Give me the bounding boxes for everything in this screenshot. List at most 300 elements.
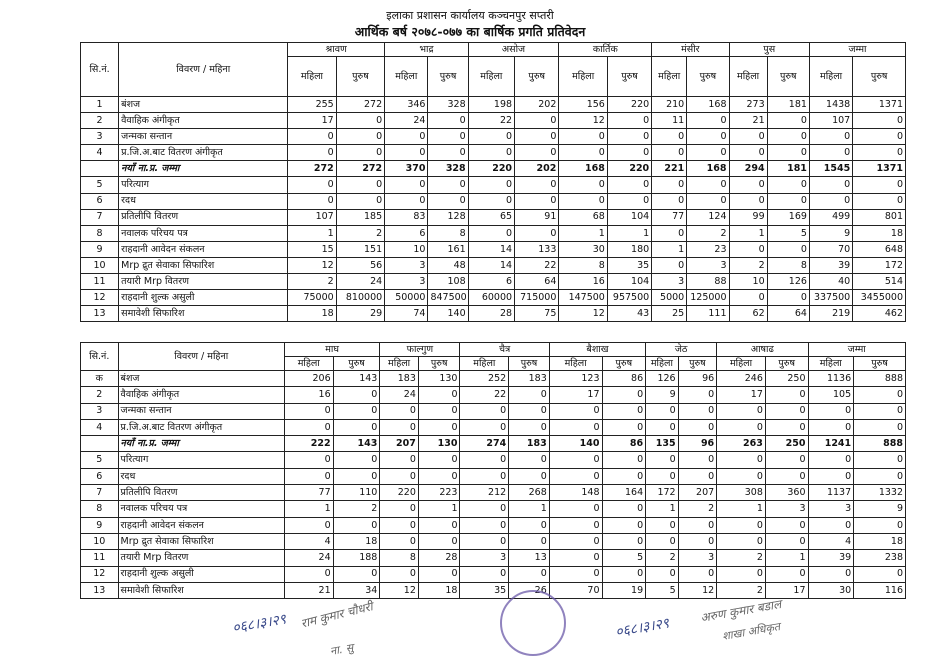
- value-cell: 238: [854, 550, 906, 566]
- row-number: 3: [81, 129, 119, 145]
- row-number: 8: [81, 501, 119, 517]
- value-cell: 0: [678, 387, 717, 403]
- value-cell: 21: [729, 113, 767, 129]
- table-row: [81, 566, 906, 582]
- value-cell: 124: [687, 209, 729, 225]
- row-description: रदध: [118, 468, 284, 484]
- value-cell: 206: [284, 371, 333, 387]
- row-number: 7: [81, 209, 119, 225]
- value-cell: 64: [767, 306, 809, 322]
- value-cell: 0: [602, 533, 646, 549]
- female-header: महिला: [729, 57, 767, 97]
- row-description: प्रतिलीपि वितरण: [118, 485, 284, 501]
- value-cell: 1545: [809, 161, 852, 177]
- report-title: आर्थिक बर्ष २०७८-०७७ का बार्षिक प्रगति प्रतिवेदन: [354, 24, 586, 39]
- row-number: 1: [81, 97, 119, 113]
- value-cell: 143: [333, 436, 380, 452]
- row-description: जन्मका सन्तान: [118, 403, 284, 419]
- value-cell: 3455000: [853, 290, 906, 306]
- value-cell: 246: [717, 371, 766, 387]
- value-cell: 12: [288, 257, 336, 273]
- value-cell: 151: [336, 241, 384, 257]
- value-cell: 0: [808, 517, 854, 533]
- value-cell: 0: [515, 145, 559, 161]
- value-cell: 1371: [853, 97, 906, 113]
- value-cell: 294: [729, 161, 767, 177]
- value-cell: 164: [602, 485, 646, 501]
- value-cell: 801: [853, 209, 906, 225]
- value-cell: 8: [428, 225, 468, 241]
- value-cell: 0: [385, 193, 428, 209]
- value-cell: 185: [336, 209, 384, 225]
- value-cell: 12: [559, 306, 607, 322]
- value-cell: 0: [380, 452, 419, 468]
- value-cell: 346: [385, 97, 428, 113]
- value-cell: 0: [717, 533, 766, 549]
- value-cell: 0: [853, 177, 906, 193]
- male-header: पुरुष: [336, 57, 384, 97]
- value-cell: 34: [333, 582, 380, 598]
- value-cell: 183: [380, 371, 419, 387]
- value-cell: 1: [765, 550, 808, 566]
- value-cell: 0: [767, 193, 809, 209]
- value-cell: 104: [607, 274, 651, 290]
- value-cell: 181: [767, 97, 809, 113]
- table-row: [81, 387, 906, 403]
- row-description: Mrp द्रुत सेवाका सिफारिश: [119, 257, 288, 273]
- value-cell: 128: [428, 209, 468, 225]
- value-cell: 0: [717, 566, 766, 582]
- table-row: [81, 452, 906, 468]
- table-row: [81, 209, 906, 225]
- value-cell: 268: [509, 485, 550, 501]
- value-cell: 0: [418, 387, 460, 403]
- value-cell: 22: [468, 113, 514, 129]
- table-row: [81, 306, 906, 322]
- value-cell: 328: [428, 97, 468, 113]
- value-cell: 86: [602, 436, 646, 452]
- value-cell: 5: [767, 225, 809, 241]
- value-cell: 3: [652, 274, 687, 290]
- value-cell: 148: [549, 485, 602, 501]
- value-cell: 19: [602, 582, 646, 598]
- value-cell: 1: [559, 225, 607, 241]
- value-cell: 0: [687, 145, 729, 161]
- value-cell: 810000: [336, 290, 384, 306]
- male-header: पुरुष: [418, 357, 460, 371]
- value-cell: 0: [717, 468, 766, 484]
- table-row: [81, 436, 906, 452]
- value-cell: 0: [333, 419, 380, 435]
- value-cell: 77: [652, 209, 687, 225]
- table-row: [81, 129, 906, 145]
- row-number: 5: [81, 452, 119, 468]
- value-cell: 29: [336, 306, 384, 322]
- female-header: महिला: [652, 57, 687, 97]
- row-number: 10: [81, 533, 119, 549]
- value-cell: 263: [717, 436, 766, 452]
- table-row: [81, 517, 906, 533]
- female-header: महिला: [380, 357, 419, 371]
- value-cell: 0: [729, 129, 767, 145]
- value-cell: 272: [336, 161, 384, 177]
- value-cell: 3: [687, 257, 729, 273]
- value-cell: 0: [602, 468, 646, 484]
- value-cell: 0: [607, 129, 651, 145]
- value-cell: 0: [853, 145, 906, 161]
- value-cell: 2: [717, 550, 766, 566]
- value-cell: 0: [288, 129, 336, 145]
- value-cell: 22: [460, 387, 509, 403]
- table-row: [81, 419, 906, 435]
- value-cell: 0: [809, 145, 852, 161]
- value-cell: 328: [428, 161, 468, 177]
- row-number: 5: [81, 177, 119, 193]
- value-cell: 0: [418, 533, 460, 549]
- value-cell: 0: [767, 290, 809, 306]
- male-header: पुरुष: [767, 57, 809, 97]
- value-cell: 105: [808, 387, 854, 403]
- value-cell: 0: [509, 387, 550, 403]
- value-cell: 252: [460, 371, 509, 387]
- value-cell: 91: [515, 209, 559, 225]
- value-cell: 3: [385, 257, 428, 273]
- value-cell: 0: [549, 419, 602, 435]
- value-cell: 74: [385, 306, 428, 322]
- value-cell: 0: [284, 452, 333, 468]
- value-cell: 957500: [607, 290, 651, 306]
- value-cell: 0: [549, 403, 602, 419]
- value-cell: 64: [515, 274, 559, 290]
- female-header: महिला: [549, 357, 602, 371]
- value-cell: 18: [854, 533, 906, 549]
- value-cell: 0: [765, 533, 808, 549]
- value-cell: 48: [428, 257, 468, 273]
- value-cell: 75000: [288, 290, 336, 306]
- value-cell: 0: [515, 129, 559, 145]
- value-cell: 18: [853, 225, 906, 241]
- row-description: समावेशी सिफारिश: [119, 306, 288, 322]
- row-number: 6: [81, 468, 119, 484]
- row-number: 9: [81, 241, 119, 257]
- value-cell: 14: [468, 257, 514, 273]
- value-cell: 172: [853, 257, 906, 273]
- male-header: पुरुष: [509, 357, 550, 371]
- value-cell: 0: [765, 452, 808, 468]
- value-cell: 273: [729, 97, 767, 113]
- value-cell: 0: [729, 193, 767, 209]
- value-cell: 111: [687, 306, 729, 322]
- value-cell: 168: [559, 161, 607, 177]
- value-cell: 648: [853, 241, 906, 257]
- value-cell: 202: [515, 161, 559, 177]
- value-cell: 161: [428, 241, 468, 257]
- table-row: [81, 274, 906, 290]
- value-cell: 0: [607, 145, 651, 161]
- value-cell: 168: [687, 161, 729, 177]
- value-cell: 0: [602, 419, 646, 435]
- value-cell: 1: [607, 225, 651, 241]
- value-cell: 0: [767, 113, 809, 129]
- value-cell: 0: [468, 145, 514, 161]
- row-number: 13: [81, 306, 119, 322]
- row-description: परित्याग: [118, 452, 284, 468]
- table-row: [81, 177, 906, 193]
- value-cell: 2: [333, 501, 380, 517]
- row-number: 11: [81, 274, 119, 290]
- row-number: 10: [81, 257, 119, 273]
- value-cell: 2: [646, 550, 678, 566]
- value-cell: 60000: [468, 290, 514, 306]
- value-cell: 0: [468, 225, 514, 241]
- value-cell: 0: [559, 193, 607, 209]
- row-number: क: [81, 371, 119, 387]
- value-cell: 0: [385, 145, 428, 161]
- male-header: पुरुष: [765, 357, 808, 371]
- value-cell: 0: [854, 452, 906, 468]
- value-cell: 0: [515, 225, 559, 241]
- value-cell: 1371: [853, 161, 906, 177]
- value-cell: 123: [549, 371, 602, 387]
- value-cell: 183: [509, 371, 550, 387]
- value-cell: 0: [428, 177, 468, 193]
- value-cell: 250: [765, 371, 808, 387]
- value-cell: 181: [767, 161, 809, 177]
- value-cell: 0: [765, 468, 808, 484]
- month-header: जम्मा: [809, 43, 905, 57]
- row-description: नवालक परिचय पत्र: [119, 225, 288, 241]
- value-cell: 0: [385, 177, 428, 193]
- value-cell: 1: [729, 225, 767, 241]
- value-cell: 888: [854, 371, 906, 387]
- value-cell: 140: [549, 436, 602, 452]
- value-cell: 0: [809, 129, 852, 145]
- table-row: [81, 533, 906, 549]
- value-cell: 3: [678, 550, 717, 566]
- value-cell: 0: [515, 193, 559, 209]
- value-cell: 0: [678, 517, 717, 533]
- value-cell: 0: [549, 501, 602, 517]
- table-row: [81, 501, 906, 517]
- value-cell: 250: [765, 436, 808, 452]
- row-number: 12: [81, 566, 119, 582]
- value-cell: 0: [646, 419, 678, 435]
- value-cell: 35: [607, 257, 651, 273]
- value-cell: 2: [717, 582, 766, 598]
- value-cell: 0: [765, 403, 808, 419]
- value-cell: 0: [288, 145, 336, 161]
- value-cell: 9: [854, 501, 906, 517]
- sn-header: सि.नं.: [81, 343, 119, 371]
- value-cell: 28: [468, 306, 514, 322]
- value-cell: 1: [717, 501, 766, 517]
- value-cell: 8: [559, 257, 607, 273]
- value-cell: 26: [509, 582, 550, 598]
- male-header: पुरुष: [428, 57, 468, 97]
- value-cell: 0: [646, 403, 678, 419]
- value-cell: 125000: [687, 290, 729, 306]
- value-cell: 12: [559, 113, 607, 129]
- value-cell: 0: [380, 403, 419, 419]
- table-row: [81, 403, 906, 419]
- value-cell: 221: [652, 161, 687, 177]
- value-cell: 2: [336, 225, 384, 241]
- value-cell: 210: [652, 97, 687, 113]
- row-number: 4: [81, 145, 119, 161]
- value-cell: 220: [607, 97, 651, 113]
- value-cell: 107: [809, 113, 852, 129]
- value-cell: 0: [767, 241, 809, 257]
- month-header: बैशाख: [549, 343, 645, 357]
- value-cell: 0: [468, 129, 514, 145]
- row-number: 9: [81, 517, 119, 533]
- table-row: [81, 582, 906, 598]
- value-cell: 39: [808, 550, 854, 566]
- month-header: आषाढ: [717, 343, 808, 357]
- female-header: महिला: [288, 57, 336, 97]
- value-cell: 0: [717, 403, 766, 419]
- month-header: कार्तिक: [559, 43, 652, 57]
- female-header: महिला: [808, 357, 854, 371]
- value-cell: 22: [515, 257, 559, 273]
- value-cell: 0: [767, 145, 809, 161]
- value-cell: 0: [428, 193, 468, 209]
- row-number: 4: [81, 419, 119, 435]
- value-cell: 4: [284, 533, 333, 549]
- value-cell: 2: [687, 225, 729, 241]
- value-cell: 1241: [808, 436, 854, 452]
- value-cell: 1: [646, 501, 678, 517]
- value-cell: 0: [336, 145, 384, 161]
- value-cell: 0: [854, 468, 906, 484]
- value-cell: 65: [468, 209, 514, 225]
- row-description: तयारी Mrp वितरण: [118, 550, 284, 566]
- value-cell: 10: [385, 241, 428, 257]
- row-number: 8: [81, 225, 119, 241]
- value-cell: 0: [385, 129, 428, 145]
- value-cell: 0: [767, 177, 809, 193]
- value-cell: 0: [652, 257, 687, 273]
- value-cell: 0: [509, 517, 550, 533]
- female-header: महिला: [646, 357, 678, 371]
- value-cell: 0: [729, 241, 767, 257]
- female-header: महिला: [284, 357, 333, 371]
- value-cell: 0: [468, 177, 514, 193]
- value-cell: 17: [288, 113, 336, 129]
- value-cell: 219: [809, 306, 852, 322]
- value-cell: 70: [809, 241, 852, 257]
- value-cell: 24: [385, 113, 428, 129]
- value-cell: 96: [678, 371, 717, 387]
- value-cell: 39: [809, 257, 852, 273]
- value-cell: 0: [428, 145, 468, 161]
- value-cell: 2: [729, 257, 767, 273]
- value-cell: 0: [515, 113, 559, 129]
- male-header: पुरुष: [854, 357, 906, 371]
- value-cell: 1332: [854, 485, 906, 501]
- value-cell: 6: [385, 225, 428, 241]
- female-header: महिला: [717, 357, 766, 371]
- value-cell: 16: [559, 274, 607, 290]
- value-cell: 2: [678, 501, 717, 517]
- value-cell: 0: [678, 533, 717, 549]
- male-header: पुरुष: [602, 357, 646, 371]
- value-cell: 83: [385, 209, 428, 225]
- value-cell: 0: [765, 419, 808, 435]
- value-cell: 0: [549, 452, 602, 468]
- value-cell: 0: [418, 419, 460, 435]
- row-description: समावेशी सिफारिश: [118, 582, 284, 598]
- female-header: महिला: [559, 57, 607, 97]
- value-cell: 220: [468, 161, 514, 177]
- value-cell: 0: [333, 517, 380, 533]
- sn-header: सि.नं.: [81, 43, 119, 97]
- table-row: [81, 241, 906, 257]
- report-table-second-half: [80, 342, 906, 599]
- value-cell: 0: [809, 177, 852, 193]
- value-cell: 272: [336, 97, 384, 113]
- value-cell: 11: [652, 113, 687, 129]
- value-cell: 0: [509, 566, 550, 582]
- value-cell: 0: [336, 129, 384, 145]
- value-cell: 126: [646, 371, 678, 387]
- table-row: [81, 113, 906, 129]
- value-cell: 18: [288, 306, 336, 322]
- value-cell: 5: [646, 582, 678, 598]
- office-name: इलाका प्रशासन कार्यालय कञ्चनपुर सप्तरी: [386, 9, 554, 22]
- value-cell: 169: [767, 209, 809, 225]
- value-cell: 24: [336, 274, 384, 290]
- table-row: [81, 193, 906, 209]
- value-cell: 308: [717, 485, 766, 501]
- value-cell: 0: [460, 468, 509, 484]
- value-cell: 207: [380, 436, 419, 452]
- value-cell: 202: [515, 97, 559, 113]
- value-cell: 68: [559, 209, 607, 225]
- month-header: असोज: [468, 43, 559, 57]
- value-cell: 715000: [515, 290, 559, 306]
- desc-header: विवरण / महिना: [119, 43, 288, 97]
- value-cell: 133: [515, 241, 559, 257]
- value-cell: 0: [678, 403, 717, 419]
- male-header: पुरुष: [687, 57, 729, 97]
- value-cell: 110: [333, 485, 380, 501]
- value-cell: 0: [418, 566, 460, 582]
- month-header: श्रावण: [288, 43, 385, 57]
- value-cell: 0: [607, 177, 651, 193]
- value-cell: 24: [284, 550, 333, 566]
- value-cell: 274: [460, 436, 509, 452]
- female-header: महिला: [385, 57, 428, 97]
- value-cell: 96: [678, 436, 717, 452]
- table-row: [81, 257, 906, 273]
- value-cell: 147500: [559, 290, 607, 306]
- month-header: मंसीर: [652, 43, 729, 57]
- female-header: महिला: [809, 57, 852, 97]
- value-cell: 21: [284, 582, 333, 598]
- value-cell: 0: [607, 193, 651, 209]
- value-cell: 0: [333, 468, 380, 484]
- value-cell: 88: [687, 274, 729, 290]
- value-cell: 15: [288, 241, 336, 257]
- table-row: [81, 550, 906, 566]
- value-cell: 0: [765, 517, 808, 533]
- female-header: महिला: [468, 57, 514, 97]
- value-cell: 140: [428, 306, 468, 322]
- value-cell: 337500: [809, 290, 852, 306]
- value-cell: 223: [418, 485, 460, 501]
- value-cell: 0: [549, 468, 602, 484]
